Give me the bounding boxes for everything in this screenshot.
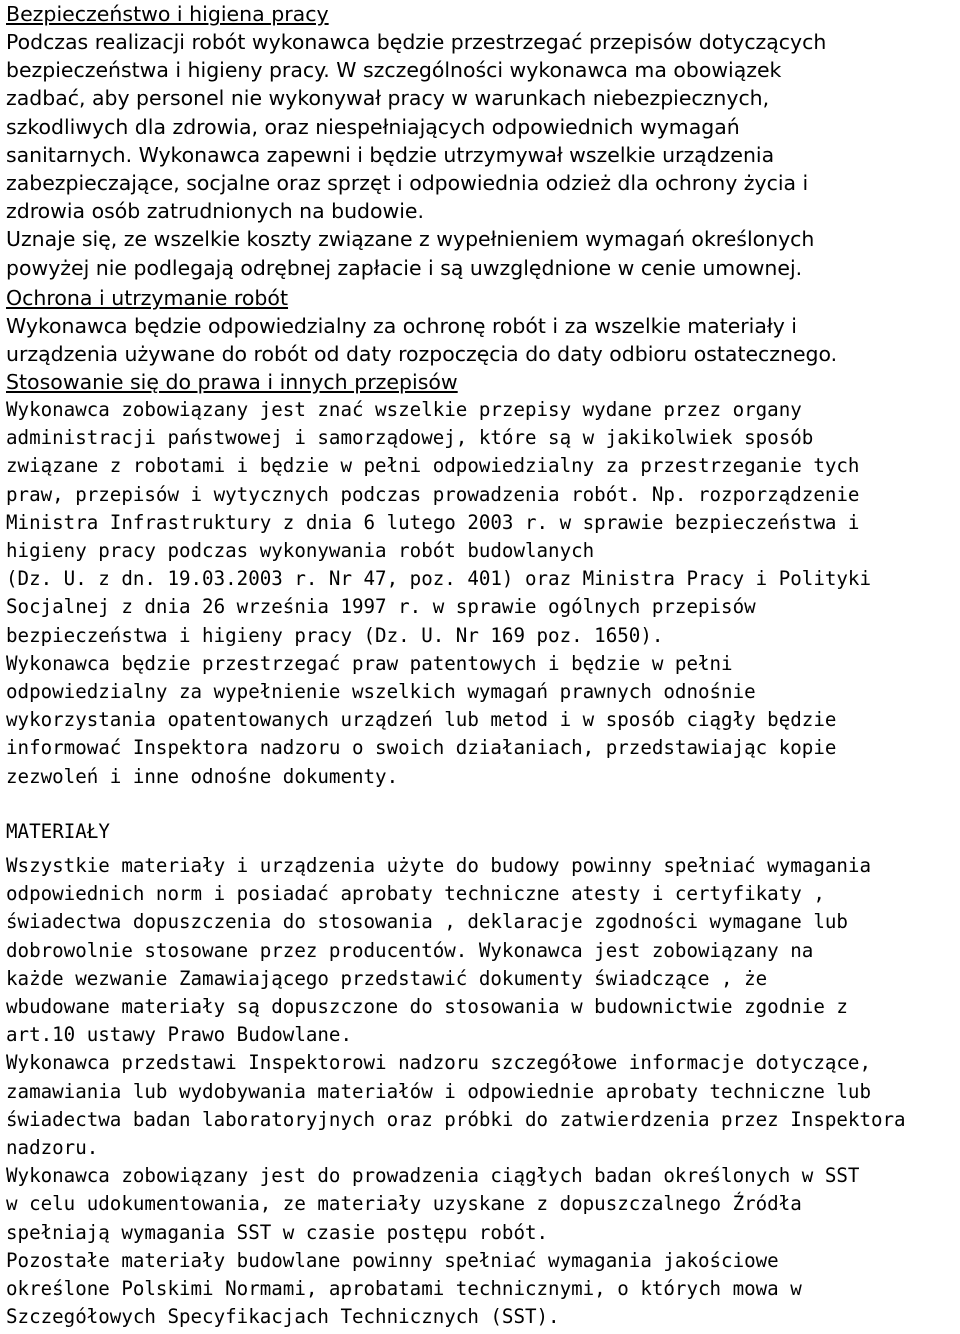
- text-line: odpowiedzialny za wypełnienie wszelkich wymagań prawnych odnośnie: [6, 680, 756, 704]
- text-line: świadectwa dopuszczenia do stosowania , deklaracje zgodności wymagane lub: [6, 910, 848, 934]
- text-line: Socjalnej z dnia 26 września 1997 r. w sprawie ogólnych przepisów: [6, 595, 756, 619]
- text-line: higieny pracy podczas wykonywania robót budowlanych: [6, 539, 595, 563]
- text-line: zabezpieczające, socjalne oraz sprzęt i odpowiednia odzież dla ochrony życia i: [6, 171, 809, 196]
- section-heading-bhp: Bezpieczeństwo i higiena pracy: [6, 2, 329, 26]
- section-heading-prawo: Stosowanie się do prawa i innych przepisów: [6, 370, 458, 394]
- text-line: bezpieczeństwa i higieny pracy. W szczególności wykonawca ma obowiązek: [6, 58, 782, 83]
- text-line: zadbać, aby personel nie wykonywał pracy w warunkach niebezpiecznych,: [6, 86, 770, 111]
- text-line: określone Polskimi Normami, aprobatami technicznymi, o których mowa w: [6, 1277, 802, 1301]
- text-line: Podczas realizacji robót wykonawca będzie przestrzegać przepisów dotyczących: [6, 30, 827, 54]
- text-line: urządzenia używane do robót od daty rozpoczęcia do daty odbioru ostatecznego.: [6, 342, 838, 367]
- text-line: Ministra Infrastruktury z dnia 6 lutego 2003 r. w sprawie bezpieczeństwa i: [6, 510, 860, 534]
- section-heading-ochrona: Ochrona i utrzymanie robót: [6, 286, 289, 310]
- text-line: Wykonawca będzie odpowiedzialny za ochronę robót i za wszelkie materiały i: [6, 314, 797, 338]
- text-line: odpowiednich norm i posiadać aprobaty techniczne atesty i certyfikaty ,: [6, 882, 825, 906]
- text-line: każde wezwanie Zamawiającego przedstawić dokumenty świadczące , że: [6, 966, 768, 990]
- text-line: art.10 ustawy Prawo Budowlane.: [6, 1023, 352, 1047]
- text-line: (Dz. U. z dn. 19.03.2003 r. Nr 47, poz. 401) oraz Ministra Pracy i Polityki: [6, 567, 871, 591]
- text-line: bezpieczeństwa i higieny pracy (Dz. U. Nr 169 poz. 1650).: [6, 623, 664, 647]
- text-line: informować Inspektora nadzoru o swoich działaniach, przedstawiając kopie: [6, 736, 837, 760]
- section-body-ochrona: [6, 312, 958, 368]
- text-line: Wykonawca zobowiązany jest znać wszelkie przepisy wydane przez organy: [6, 398, 802, 421]
- text-line: nadzoru.: [6, 1136, 99, 1160]
- section-body-prawo: [6, 396, 958, 791]
- section-body-materialy: [6, 852, 958, 1331]
- text-line: Szczegółowych Specyfikacjach Technicznych (SST).: [6, 1305, 560, 1329]
- text-line: w celu udokumentowania, ze materiały uzyskane z dopuszczalnego Źródła: [6, 1192, 802, 1216]
- text-line: świadectwa badan laboratoryjnych oraz próbki do zatwierdzenia przez Inspektora: [6, 1107, 906, 1131]
- text-line: zamawiania lub wydobywania materiałów i odpowiednie aprobaty techniczne lub: [6, 1079, 871, 1103]
- text-line: szkodliwych dla zdrowia, oraz niespełniających odpowiednich wymagań: [6, 114, 740, 139]
- text-line: wykorzystania opatentowanych urządzeń lub metod i w sposób ciągły będzie: [6, 708, 837, 732]
- text-line: administracji państwowej i samorządowej, które są w jakikolwiek sposób: [6, 426, 814, 450]
- section-heading-materialy: MATERIAŁY: [6, 820, 110, 843]
- text-line: powyżej nie podlegają odrębnej zapłacie i są uwzględnione w cenie umownej.: [6, 255, 803, 280]
- text-line: wbudowane materiały są dopuszczone do stosowania w budownictwie zgodnie z: [6, 995, 848, 1019]
- text-line: Wykonawca przedstawi Inspektorowi nadzoru szczegółowe informacje dotyczące,: [6, 1051, 871, 1075]
- text-line: dobrowolnie stosowane przez producentów. Wykonawca jest zobowiązany na: [6, 938, 814, 962]
- text-line: Wykonawca będzie przestrzegać praw patentowych i będzie w pełni: [6, 651, 733, 675]
- text-line: Wszystkie materiały i urządzenia użyte do budowy powinny spełniać wymagania: [6, 854, 871, 877]
- text-line: związane z robotami i będzie w pełni odpowiedzialny za przestrzeganie tych: [6, 454, 860, 478]
- text-line: Pozostałe materiały budowlane powinny spełniać wymagania jakościowe: [6, 1248, 779, 1272]
- text-line: zezwoleń i inne odnośne dokumenty.: [6, 764, 399, 788]
- text-line: Uznaje się, ze wszelkie koszty związane z wypełnieniem wymagań określonych: [6, 227, 815, 252]
- section-body-bhp: [6, 28, 958, 282]
- text-line: sanitarnych. Wykonawca zapewni i będzie utrzymywał wszelkie urządzenia: [6, 142, 775, 167]
- text-line: zdrowia osób zatrudnionych na budowie.: [6, 199, 425, 224]
- text-line: spełniają wymagania SST w czasie postępu robót.: [6, 1220, 549, 1244]
- text-line: Wykonawca zobowiązany jest do prowadzenia ciągłych badan określonych w SST: [6, 1164, 860, 1188]
- text-line: praw, przepisów i wytycznych podczas prowadzenia robót. Np. rozporządzenie: [6, 482, 860, 506]
